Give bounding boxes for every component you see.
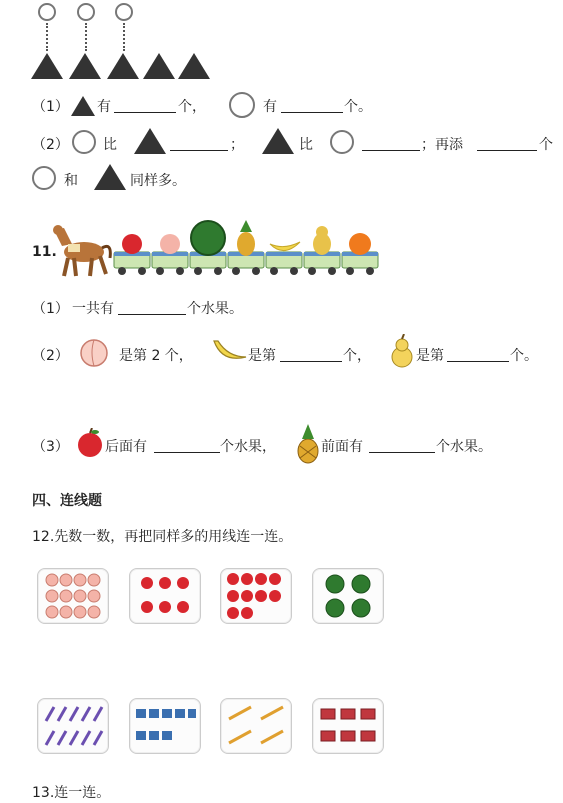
circle-icon xyxy=(330,130,354,154)
strawberry-icon xyxy=(130,569,200,623)
q-pre-part2b-b: 同样多。 xyxy=(130,173,186,189)
card-erasers[interactable] xyxy=(129,698,201,754)
triangle-icon xyxy=(134,128,166,154)
dotted-line-2 xyxy=(85,23,87,51)
answer-blank[interactable] xyxy=(281,98,343,113)
peach-icon xyxy=(78,336,110,368)
pineapple-icon xyxy=(296,424,320,464)
banana-icon xyxy=(270,242,300,251)
top-circle-2 xyxy=(77,3,95,21)
q-pre-part1-c: 有 xyxy=(263,99,277,115)
answer-blank[interactable] xyxy=(154,438,220,453)
peach-icon xyxy=(38,569,108,623)
dotted-line-3 xyxy=(123,23,125,51)
q11-sub2-b: 是第 xyxy=(248,348,276,364)
answer-blank[interactable] xyxy=(362,136,420,151)
banana-icon xyxy=(212,337,248,367)
orange-icon xyxy=(349,233,371,255)
card-pencils[interactable] xyxy=(37,698,109,754)
answer-blank[interactable] xyxy=(114,98,176,113)
q-pre-part1-d: 个。 xyxy=(344,99,372,115)
answer-blank[interactable] xyxy=(118,300,186,315)
pineapple-icon xyxy=(237,232,255,256)
top-triangle-4 xyxy=(143,53,175,79)
apple-icon xyxy=(122,234,142,254)
answer-blank[interactable] xyxy=(477,136,537,151)
q12-text: 12.先数一数，再把同样多的用线连一连。 xyxy=(32,529,293,545)
top-triangle-3 xyxy=(107,53,139,79)
q-pre-part2-c: 比 xyxy=(299,137,313,153)
top-triangle-2 xyxy=(69,53,101,79)
q11-sub3-a: 后面有 xyxy=(105,439,147,455)
circle-icon xyxy=(32,166,56,190)
answer-blank[interactable] xyxy=(447,347,509,362)
eraser-icon xyxy=(130,699,200,753)
card-tomatoes[interactable] xyxy=(220,568,292,624)
top-triangle-1 xyxy=(31,53,63,79)
stick-icon xyxy=(221,699,291,753)
q-pre-part2-e: 个 xyxy=(539,137,553,153)
card-strawberries[interactable] xyxy=(129,568,201,624)
circle-icon xyxy=(229,92,255,118)
q11-sub1-b: 个水果。 xyxy=(187,301,243,317)
q-pre-part1-a: 有 xyxy=(97,99,111,115)
tomato-icon xyxy=(221,569,291,623)
horse-icon xyxy=(53,225,110,276)
q11-sub3-num: （3） xyxy=(32,439,69,455)
top-circle-3 xyxy=(115,3,133,21)
pencil-icon xyxy=(38,699,108,753)
section-title: 四、连线题 xyxy=(32,493,102,509)
q11-sub2-num: （2） xyxy=(32,348,69,364)
peach-icon xyxy=(160,234,180,254)
top-triangle-5 xyxy=(178,53,210,79)
q-pre-part2-b: ； xyxy=(230,137,244,153)
q11-sub2-d: 是第 xyxy=(416,348,444,364)
top-circle-1 xyxy=(38,3,56,21)
circle-icon xyxy=(72,130,96,154)
box-icon xyxy=(313,699,383,753)
q11-label: 11. xyxy=(32,244,57,260)
q11-sub3-c: 前面有 xyxy=(321,439,363,455)
triangle-icon xyxy=(94,164,126,190)
answer-blank[interactable] xyxy=(369,438,435,453)
answer-blank[interactable] xyxy=(170,136,228,151)
card-boxes[interactable] xyxy=(312,698,384,754)
watermelon-icon xyxy=(313,569,383,623)
q11-sub2-a: 是第 2 个， xyxy=(119,348,193,364)
q13-text: 13.连一连。 xyxy=(32,785,111,801)
q11-sub2-c: 个， xyxy=(343,348,371,364)
q11-sub2-e: 个。 xyxy=(510,348,538,364)
watermelon-icon xyxy=(191,221,225,255)
q-pre-part2-num: （2） xyxy=(32,137,69,153)
horse-train-illustration xyxy=(52,218,382,282)
q11-sub3-d: 个水果。 xyxy=(436,439,492,455)
triangle-icon xyxy=(71,96,95,116)
q11-sub1-num: （1） xyxy=(32,301,69,317)
triangle-icon xyxy=(262,128,294,154)
pear-icon xyxy=(389,334,415,368)
q11-sub3-b: 个水果， xyxy=(220,439,276,455)
q-pre-part1-num: （1） xyxy=(32,99,69,115)
card-watermelons[interactable] xyxy=(312,568,384,624)
answer-blank[interactable] xyxy=(280,347,342,362)
q-pre-part1-b: 个， xyxy=(178,99,206,115)
apple-icon xyxy=(76,428,104,458)
q-pre-part2-a: 比 xyxy=(103,137,117,153)
q-pre-part2-d: ；再添 xyxy=(421,137,463,153)
q11-sub1-a: 一共有 xyxy=(72,301,114,317)
dotted-line-1 xyxy=(46,23,48,51)
card-sticks[interactable] xyxy=(220,698,292,754)
card-peaches[interactable] xyxy=(37,568,109,624)
q-pre-part2b-a: 和 xyxy=(64,173,78,189)
